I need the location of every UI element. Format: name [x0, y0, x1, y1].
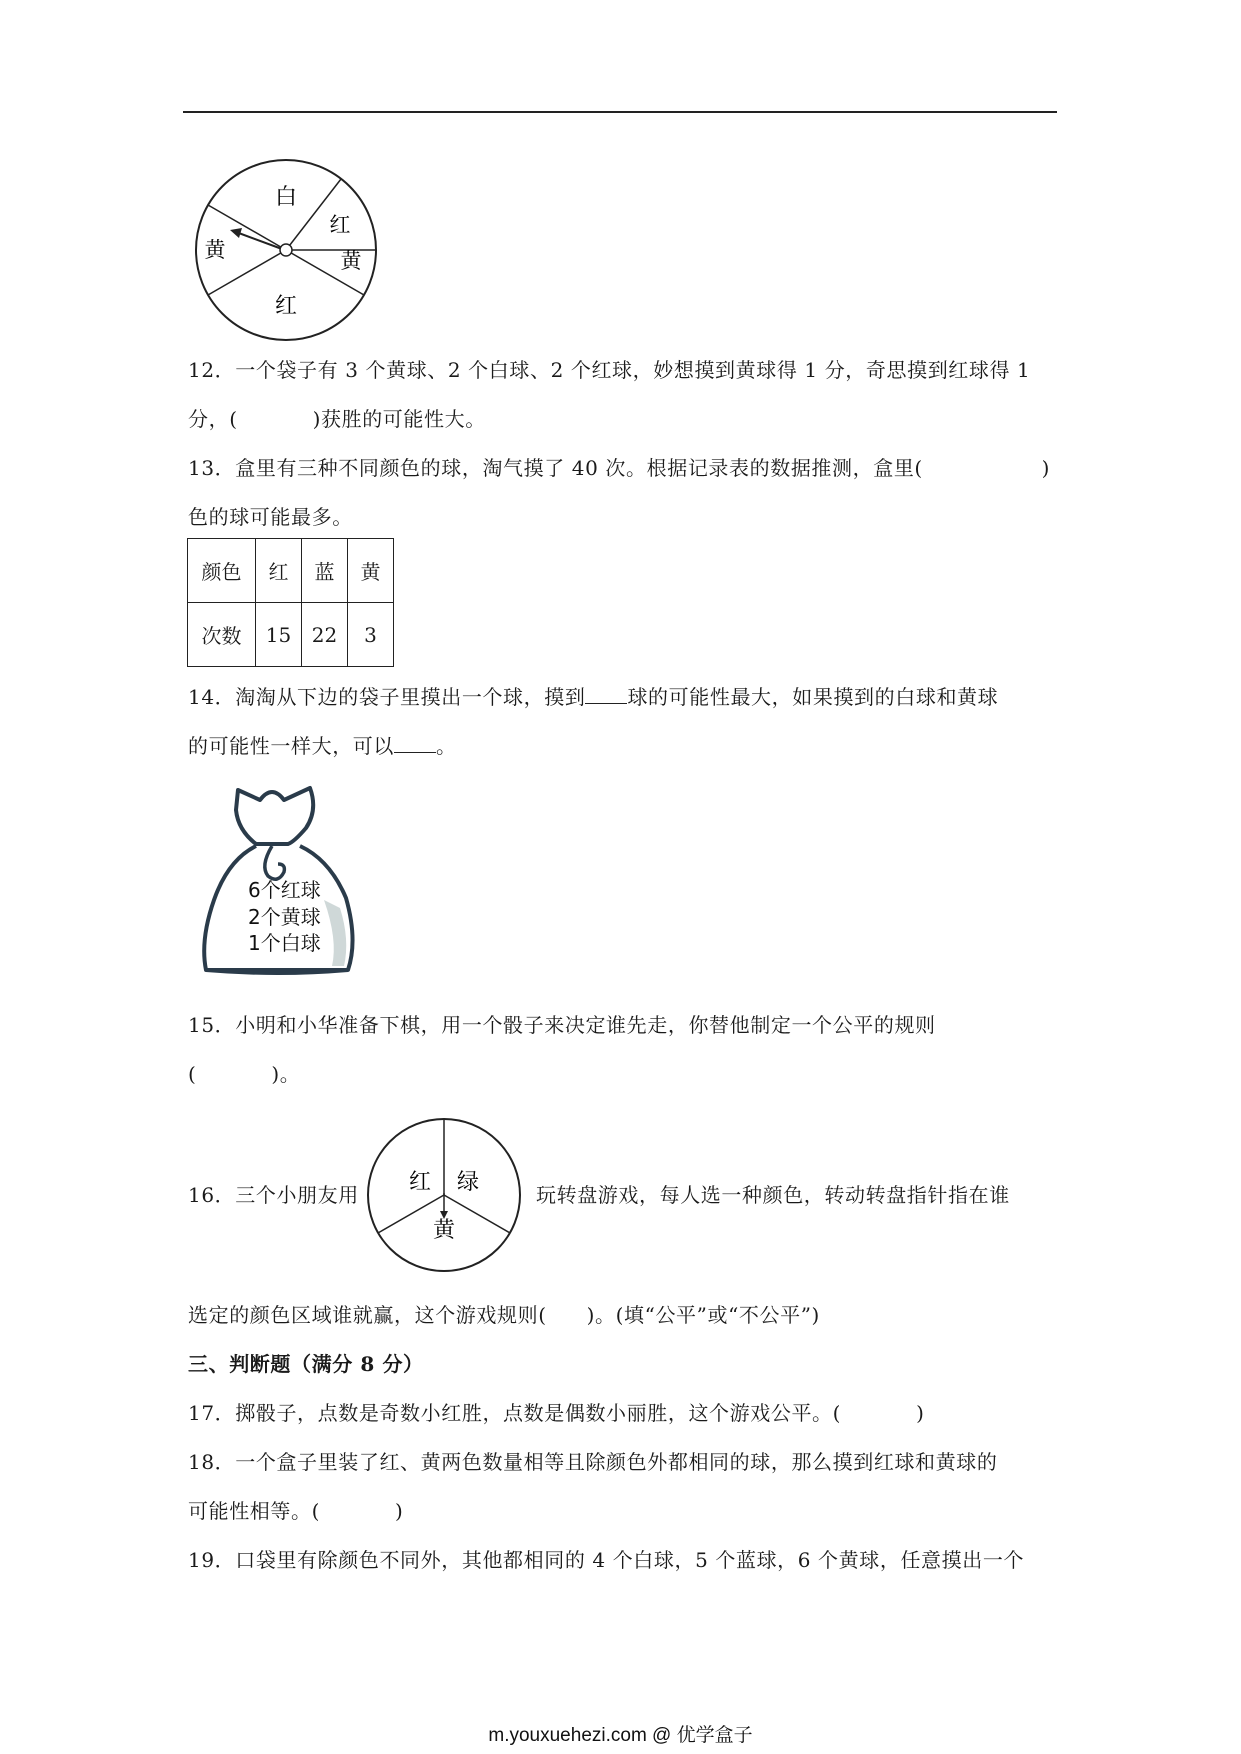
q14-answer-blank-2[interactable]: [394, 734, 436, 753]
spinner-label-red: 红: [408, 1170, 432, 1195]
table-row: [188, 539, 394, 603]
table-cell: 22: [302, 603, 348, 667]
q14-answer-blank-1[interactable]: [585, 685, 627, 704]
record-table: [187, 538, 394, 667]
spinner-five-sectors: [190, 154, 382, 346]
q15-line2: [188, 1061, 300, 1087]
table-cell: 次数: [188, 603, 256, 667]
q17-text-a: 17．掷骰子，点数是奇数小红胜，点数是偶数小丽胜，这个游戏公平。(: [188, 1401, 842, 1425]
q14-line1: [188, 684, 998, 710]
table-cell: 15: [256, 603, 302, 667]
q13-line2: 色的球可能最多。: [188, 505, 353, 529]
q15-line2-a: (: [188, 1062, 197, 1086]
spinner-label-green: 绿: [456, 1170, 480, 1195]
table-cell: 红: [256, 539, 302, 603]
header-rule: [183, 111, 1057, 113]
q14-line1-b: 球的可能性最大，如果摸到的白球和黄球: [627, 685, 999, 709]
table-row: [188, 603, 394, 667]
table-cell: 黄: [348, 539, 394, 603]
table-cell: 蓝: [302, 539, 348, 603]
q14-line2-b: 。: [436, 734, 457, 758]
q12-line2-b: )获胜的可能性大。: [312, 407, 486, 431]
q16-line2-a: 选定的颜色区域谁就赢，这个游戏规则(: [188, 1303, 547, 1327]
q17-text-b: ): [916, 1401, 925, 1425]
spinner-label-yellow-small: 黄: [340, 249, 362, 273]
q15-line2-b: )。: [271, 1062, 301, 1086]
spinner-label-red-big: 红: [274, 294, 298, 319]
spinner-label-white: 白: [274, 185, 298, 210]
q18-line1: 18．一个盒子里装了红、黄两色数量相等且除颜色外都相同的球，那么摸到红球和黄球的: [188, 1450, 998, 1474]
q15-line1: 15．小明和小华准备下棋，用一个骰子来决定谁先走，你替他制定一个公平的规则: [188, 1013, 936, 1037]
footer-watermark[interactable]: m.youxuehezi.com @ 优学盒子: [488, 1725, 753, 1746]
q12-line2-a: 分，(: [188, 407, 238, 431]
q14-line1-a: 14．淘淘从下边的袋子里摸出一个球，摸到: [188, 685, 586, 709]
q12-line1: 12．一个袋子有 3 个黄球、2 个白球、2 个红球，妙想摸到黄球得 1 分，奇思摸到红球得 1: [188, 358, 1031, 382]
table-cell: 3: [348, 603, 394, 667]
q18-line2-a: 可能性相等。(: [188, 1499, 321, 1523]
q16-suffix: 玩转盘游戏，每人选一种颜色，转动转盘指针指在谁: [536, 1183, 1010, 1207]
spinner-three-sectors: [364, 1115, 524, 1275]
q14-line2-a: 的可能性一样大，可以: [188, 734, 394, 758]
q12-line2: [188, 406, 486, 432]
q18-line2: [188, 1498, 403, 1524]
bag-label-yellow: 2个黄球: [248, 905, 321, 929]
q13-line1: [188, 455, 1050, 481]
q16-prefix: 16．三个小朋友用: [188, 1183, 359, 1207]
section-title: 三、判断题（满分 8 分）: [188, 1352, 424, 1376]
q13-line1-a: 13．盒里有三种不同颜色的球，淘气摸了 40 次。根据记录表的数据推测，盒里(: [188, 456, 923, 480]
spinner-label-yellow-big: 黄: [204, 238, 226, 262]
q14-line2: [188, 733, 457, 759]
q18-line2-b: ): [395, 1499, 404, 1523]
spinner-label-red-small: 红: [329, 213, 351, 237]
table-cell: 颜色: [188, 539, 256, 603]
q16-line2-b: )。(填“公平”或“不公平”): [586, 1303, 820, 1327]
spinner-pointer-icon: [230, 228, 242, 238]
spinner-label-yellow: 黄: [432, 1218, 456, 1243]
q19-line1: 19．口袋里有除颜色不同外，其他都相同的 4 个白球，5 个蓝球，6 个黄球，任意摸出一个: [188, 1548, 1025, 1572]
bag-label-red: 6个红球: [248, 878, 321, 902]
ball-bag-illustration: [198, 780, 378, 985]
q13-line1-b: ): [1041, 456, 1050, 480]
q17-line: [188, 1400, 924, 1426]
q16-line2: [188, 1302, 820, 1328]
bag-label-white: 1个白球: [248, 931, 321, 955]
